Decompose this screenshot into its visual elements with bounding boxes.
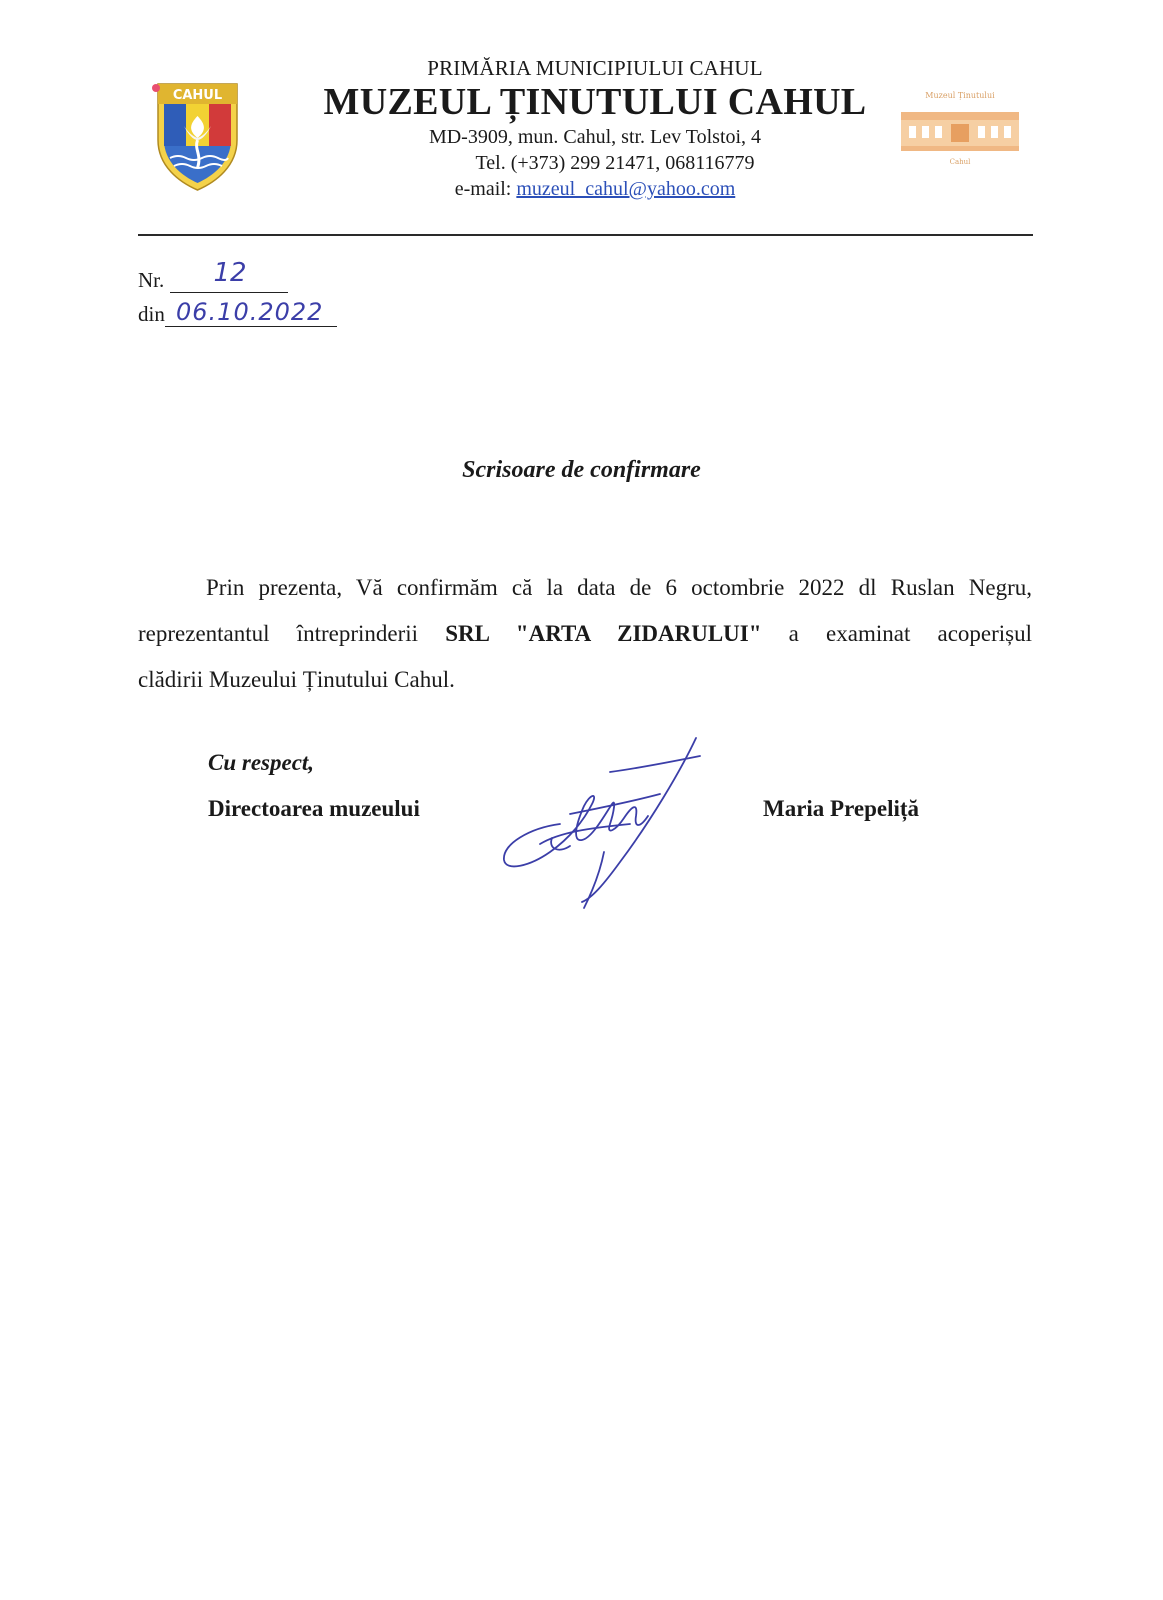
phone: Tel. (+373) 299 21471, 068116779: [475, 152, 755, 174]
letterhead-title: MUZEUL ȚINUTULUI CAHUL: [323, 81, 867, 123]
number-label: Nr.: [138, 268, 165, 292]
institution-name: PRIMĂRIA MUNICIPIULUI CAHUL: [427, 56, 763, 80]
handwritten-number: 12: [213, 258, 247, 288]
letter-body: [138, 565, 1032, 703]
museum-logo-top-text: Muzeul Ținutului: [925, 91, 995, 100]
museum-logo-bottom-text: Cahul: [949, 158, 971, 166]
email-label: e-mail:: [454, 178, 517, 200]
body-line-3: clădirii Muzeului Ținutului Cahul.: [138, 667, 455, 692]
coat-of-arms-icon: [150, 78, 245, 193]
closing-phrase: Cu respect,: [208, 750, 315, 775]
signature-icon: [500, 732, 720, 912]
header-divider: [138, 234, 1033, 236]
signer-name: Maria Prepeliță: [763, 796, 920, 821]
letter-subject: Scrisoare de confirmare: [462, 457, 701, 483]
body-line-2: [138, 611, 1032, 657]
email-line: [300, 178, 890, 201]
museum-logo-icon: [895, 86, 1025, 170]
body-line-2-end: a examinat acoperișul: [761, 621, 1032, 646]
company-name: SRL "ARTA ZIDARULUI": [445, 621, 762, 646]
body-line-2-start: reprezentantul întreprinderii: [138, 621, 446, 646]
email-link[interactable]: muzeul_cahul@yahoo.com: [516, 178, 736, 200]
body-line-1: Prin prezenta, Vă confirmăm că la data de 6 octombrie 2022 dl Ruslan Negru,: [206, 575, 1032, 600]
signer-role: Directoarea muzeului: [208, 796, 420, 821]
coat-text: CAHUL: [172, 88, 223, 103]
address: MD-3909, mun. Cahul, str. Lev Tolstoi, 4: [428, 126, 762, 148]
date-label: din: [138, 302, 165, 326]
handwritten-date: 06.10.2022: [176, 298, 324, 326]
